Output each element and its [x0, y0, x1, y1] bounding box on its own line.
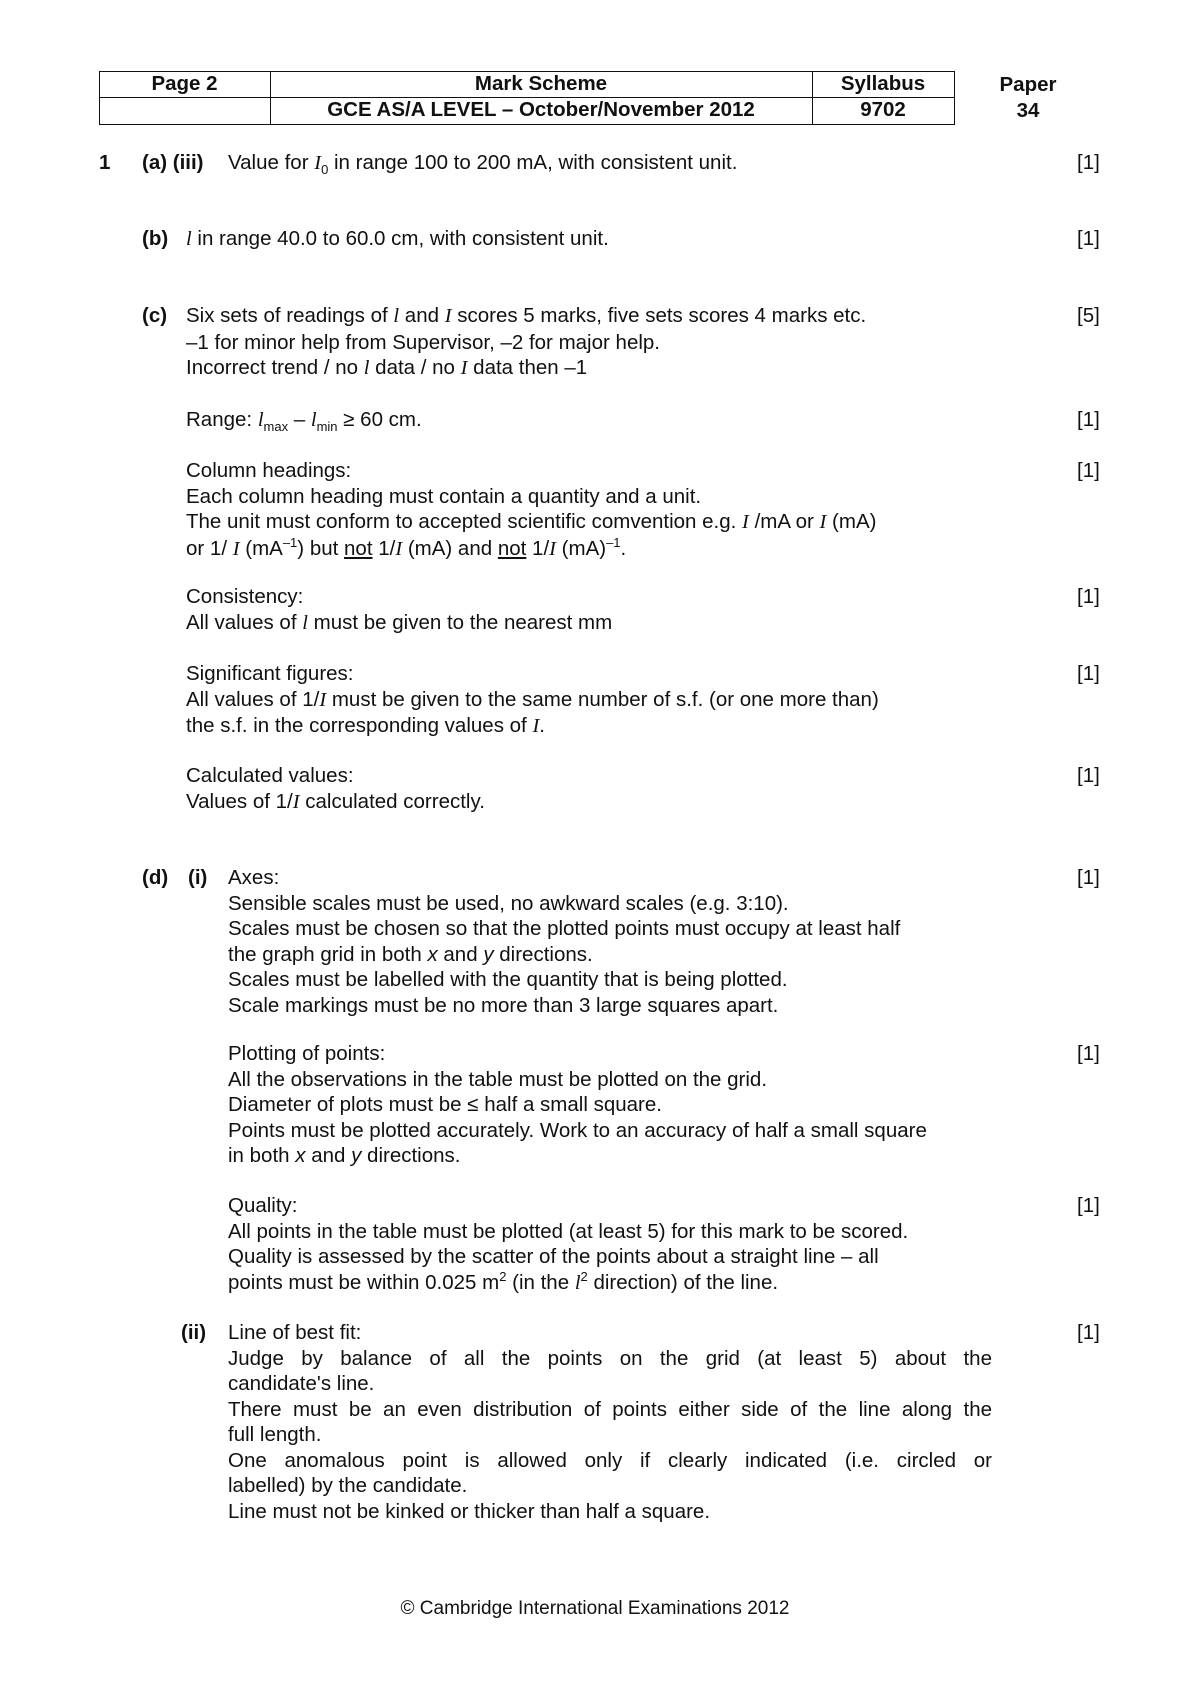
part-d-label: (d) [142, 866, 169, 889]
quality-criterion: Quality: All points in the table must be plotted (at least 5) for this mark to be scored. Quality is assessed by the scatter of the points about a straight line – all points must be within 0.025 $m^2$ (in the $l^2$ direction) of the line. [228, 1194, 909, 1294]
page-number: Page 2 [151, 72, 218, 95]
plotting-mark: [1] [1077, 1042, 1100, 1065]
part-d-ii-label: (ii) [181, 1321, 207, 1344]
part-c-label: (c) [142, 304, 168, 327]
consistency-mark: [1] [1077, 585, 1100, 608]
paper-label: Paper [999, 73, 1057, 96]
column-headings-criterion: Column headings: Each column heading must contain a quantity and a unit. The unit must conform to accepted scientific comvention e.g. I /mA or I (mA) or 1/ I $(mA^{-1})$ but not 1/I (mA) and not 1/I (mA)$^{-1}$. [186, 459, 877, 560]
quality-mark: [1] [1077, 1194, 1100, 1217]
part-a-mark: [1] [1077, 151, 1100, 174]
line-of-best-fit-criterion: Line of best fit: Judge by balance of all the points on the grid (at least 5) about the candidate's line. There must be an even distribution of points either side of the line along the full length. One anomalous point is allowed only if clearly indicated (i.e. circled or labelled) by the candidate. Line must not be kinked or thicker than half a square. [228, 1321, 992, 1523]
axes-criterion: Axes: Sensible scales must be used, no awkward scales (e.g. 3:10). Scales must be chosen so that the plotted points must occupy at least half the graph grid in both x and y directions. Scales must be labelled with the quantity that is being plotted. Scale markings must be no more than 3 large squares apart. [228, 866, 901, 1017]
copyright-footer: © Cambridge International Examinations 2012 [400, 1598, 790, 1619]
table-border-right [954, 71, 955, 124]
part-b-label: (b) [142, 227, 169, 250]
syllabus-label: Syllabus [840, 72, 926, 95]
table-border-bottom [99, 124, 955, 125]
part-c-mark: [5] [1077, 304, 1100, 327]
part-a-label: (a) (iii) [142, 151, 204, 174]
calculated-values-mark: [1] [1077, 764, 1100, 787]
part-a-text: Value for $I_0$ in range 100 to 200 mA, with consistent unit. [228, 151, 738, 178]
axes-mark: [1] [1077, 866, 1100, 889]
consistency-criterion: Consistency: All values of l must be given to the nearest mm [186, 585, 613, 634]
part-b-text: l in range 40.0 to 60.0 cm, with consistent unit. [186, 227, 609, 250]
part-d-i-label: (i) [188, 866, 208, 889]
mark-scheme-title: Mark Scheme [474, 72, 608, 95]
line-of-best-fit-mark: [1] [1077, 1321, 1100, 1344]
range-criterion: Range: $l_{max} - l_{min} \ge 60$ cm. [186, 408, 422, 435]
part-b-mark: [1] [1077, 227, 1100, 250]
syllabus-code: 9702 [860, 98, 906, 121]
range-mark: [1] [1077, 408, 1100, 431]
sig-figs-mark: [1] [1077, 662, 1100, 685]
exam-title: GCE AS/A LEVEL – October/November 2012 [327, 98, 755, 121]
part-c-readings: Six sets of readings of l and I scores 5 marks, five sets scores 4 marks etc. –1 for minor help from Supervisor, –2 for major help. Incorrect trend / no l data / no I data then –1 [186, 304, 867, 379]
question-number: 1 [99, 151, 111, 174]
paper-number: 34 [1016, 99, 1040, 122]
calculated-values-criterion: Calculated values: Values of 1/I calculated correctly. [186, 764, 485, 813]
header-table [99, 71, 954, 126]
column-headings-mark: [1] [1077, 459, 1100, 482]
plotting-criterion: Plotting of points: All the observations in the table must be plotted on the grid. Diameter of plots must be ≤ half a small square. Points must be plotted accurately. Work to an accuracy of half a small square in both x and y directions. [228, 1042, 927, 1167]
sig-figs-criterion: Significant figures: All values of 1/I must be given to the same number of s.f. (or one more than) the s.f. in the corresponding values of I. [186, 662, 879, 737]
